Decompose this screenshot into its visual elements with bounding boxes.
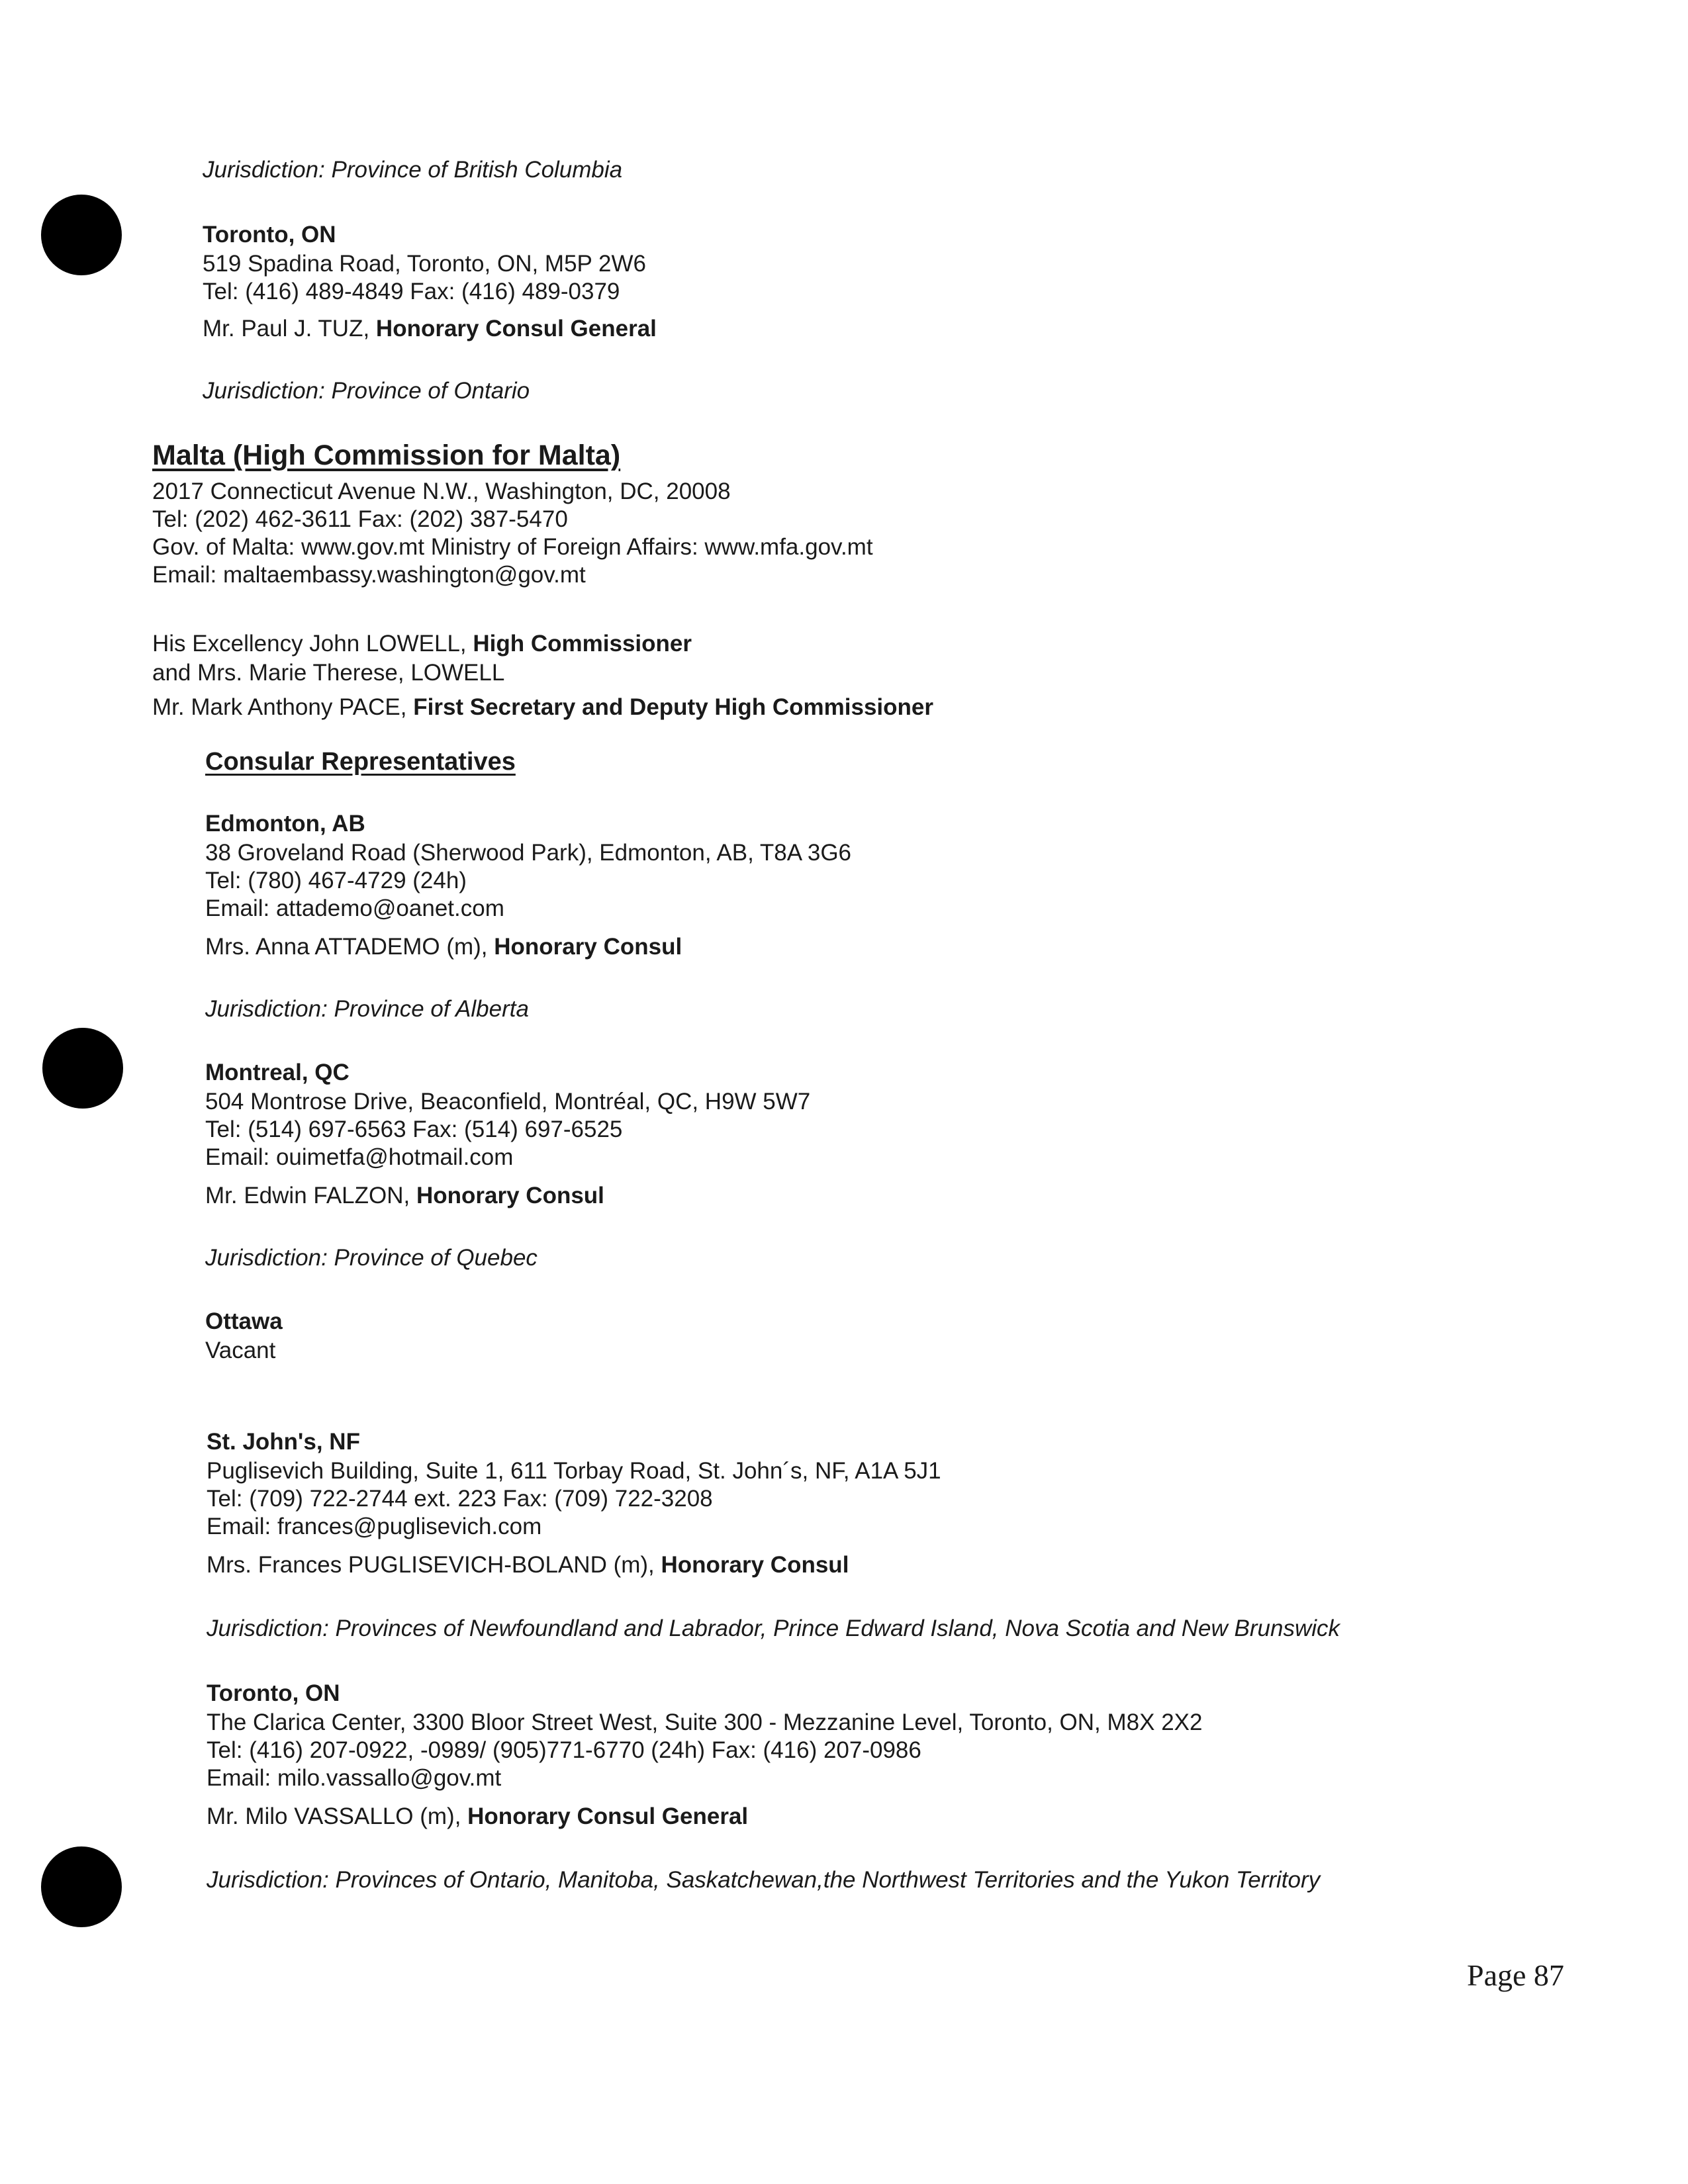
malta-address: 2017 Connecticut Avenue N.W., Washington, DC, 20008 <box>152 478 731 504</box>
consulate-person <box>205 1182 604 1210</box>
binder-hole-bottom <box>41 1846 122 1927</box>
consulate-phone: Tel: (780) 467-4729 (24h) <box>205 868 467 893</box>
country-heading-malta: Malta (High Commission for Malta) <box>152 439 621 471</box>
consulate-address: Puglisevich Building, Suite 1, 611 Torbay Road, St. John´s, NF, A1A 5J1 <box>207 1458 941 1484</box>
malta-email: Email: maltaembassy.washington@gov.mt <box>152 562 586 588</box>
person-title: Honorary Consul <box>494 934 682 960</box>
person-title: Honorary Consul General <box>467 1803 749 1829</box>
jurisdiction-ontario-west: Jurisdiction: Provinces of Ontario, Manitoba, Saskatchewan,the Northwest Territories and the Yukon Territory <box>207 1867 1321 1893</box>
jurisdiction-ontario: Jurisdiction: Province of Ontario <box>203 378 530 404</box>
staff-name: and Mrs. Marie Therese, LOWELL <box>152 660 505 686</box>
person-title: Honorary Consul <box>661 1552 849 1578</box>
consulate-email: Email: frances@puglisevich.com <box>207 1514 542 1539</box>
jurisdiction-quebec: Jurisdiction: Province of Quebec <box>205 1245 538 1271</box>
consulate-phone: Tel: (416) 207-0922, -0989/ (905)771-6770 (24h) Fax: (416) 207-0986 <box>207 1737 921 1763</box>
jurisdiction-alberta: Jurisdiction: Province of Alberta <box>205 996 529 1022</box>
malta-phone: Tel: (202) 462-3611 Fax: (202) 387-5470 <box>152 506 568 532</box>
consulate-status: Vacant <box>205 1338 276 1363</box>
consulate-address: The Clarica Center, 3300 Bloor Street West, Suite 300 - Mezzanine Level, Toronto, ON, M8X 2X2 <box>207 1709 1203 1735</box>
staff-title: High Commissioner <box>473 631 692 657</box>
consulate-phone: Tel: (709) 722-2744 ext. 223 Fax: (709) 722-3208 <box>207 1486 713 1512</box>
consulate-email: Email: milo.vassallo@gov.mt <box>207 1765 502 1791</box>
staff-title: First Secretary and Deputy High Commissioner <box>413 694 933 720</box>
consulate-person <box>203 315 657 343</box>
staff-line <box>152 659 504 687</box>
consulate-address: 504 Montrose Drive, Beaconfield, Montréal, QC, H9W 5W7 <box>205 1089 811 1115</box>
consulate-email: Email: ouimetfa@hotmail.com <box>205 1144 514 1170</box>
binder-hole-middle <box>42 1028 123 1109</box>
consulate-person <box>205 933 682 961</box>
consulate-address: 38 Groveland Road (Sherwood Park), Edmonton, AB, T8A 3G6 <box>205 840 852 866</box>
consulate-city-edmonton: Edmonton, AB <box>205 811 365 837</box>
malta-web: Gov. of Malta: www.gov.mt Ministry of Foreign Affairs: www.mfa.gov.mt <box>152 534 873 560</box>
consulate-city-toronto: Toronto, ON <box>207 1680 340 1706</box>
consulate-phone: Tel: (514) 697-6563 Fax: (514) 697-6525 <box>205 1116 623 1142</box>
person-name: Mrs. Anna ATTADEMO (m), <box>205 934 488 960</box>
staff-line <box>152 630 692 658</box>
jurisdiction-atlantic: Jurisdiction: Provinces of Newfoundland and Labrador, Prince Edward Island, Nova Scotia and New Brunswick <box>207 1615 1340 1641</box>
person-title: Honorary Consul General <box>375 316 657 341</box>
binder-hole-top <box>41 195 122 275</box>
consular-representatives-heading: Consular Representatives <box>205 748 516 776</box>
staff-line <box>152 694 933 721</box>
consulate-city-st-johns: St. John's, NF <box>207 1429 360 1455</box>
consulate-city-ottawa: Ottawa <box>205 1308 283 1334</box>
staff-name: Mr. Mark Anthony PACE, <box>152 694 407 720</box>
person-title: Honorary Consul <box>416 1183 604 1208</box>
consulate-city-montreal: Montreal, QC <box>205 1060 350 1085</box>
staff-name: His Excellency John LOWELL, <box>152 631 467 657</box>
person-name: Mrs. Frances PUGLISEVICH-BOLAND (m), <box>207 1552 655 1578</box>
consulate-person <box>207 1803 748 1831</box>
person-name: Mr. Paul J. TUZ, <box>203 316 370 341</box>
person-name: Mr. Milo VASSALLO (m), <box>207 1803 461 1829</box>
person-name: Mr. Edwin FALZON, <box>205 1183 410 1208</box>
consulate-address: 519 Spadina Road, Toronto, ON, M5P 2W6 <box>203 251 646 277</box>
consulate-phone: Tel: (416) 489-4849 Fax: (416) 489-0379 <box>203 279 620 304</box>
page-number: Page 87 <box>1467 1958 1564 1992</box>
jurisdiction-british-columbia: Jurisdiction: Province of British Columbia <box>203 157 623 183</box>
consulate-person <box>207 1551 849 1579</box>
consulate-city-toronto: Toronto, ON <box>203 222 336 248</box>
consulate-email: Email: attademo@oanet.com <box>205 895 504 921</box>
